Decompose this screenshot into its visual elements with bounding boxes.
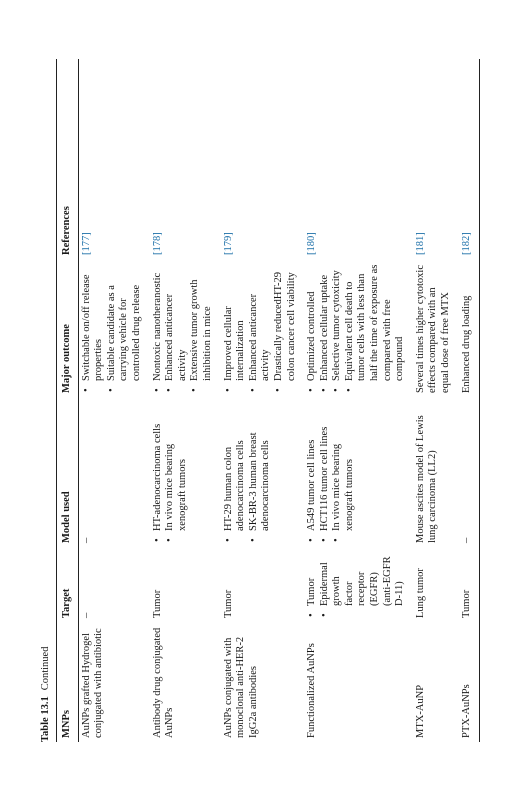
header-outcome: Major outcome [61,324,72,393]
cell-model-list [306,401,356,543]
cell-model [150,397,221,547]
table-caption-text: Continued [40,646,51,691]
bullet-item: • Enhanced anticancer activity [248,263,273,393]
cell-target-list [306,551,407,618]
table-row [221,59,305,742]
cell-model [221,397,305,547]
table-row [150,59,221,742]
cell-model [304,397,413,547]
cell-target: Tumor [222,589,234,618]
cell-mnps: AuNPs conjugated with monoclonal anti-HER-2 IgG2a antibodies [222,636,259,738]
bullet-item: • Selective tumor cytoxicity [331,263,344,393]
cell-mnps: Functionalized AuNPs [306,643,318,738]
bullet-item: • HT-adenocarcinoma cells [152,401,165,543]
cell-outcome-list [223,263,299,393]
cell-outcome-list [152,263,215,393]
bullet-item: • In vivo mice bearing xenograft tumors [164,401,189,543]
cell-model: Mouse ascites model of Lewis lung carcinoma (LL2) [414,415,439,543]
table-row [304,59,413,742]
cell-reference[interactable]: [177] [80,232,92,255]
bullet-item: • HT-29 human colon adenocarcinoma cells [223,401,248,543]
bullet-item: • Enhanced cellular uptake [319,263,332,393]
cell-model-list [223,401,273,543]
bullet-item: • Switchable on/off release properties [81,263,106,393]
cell-outcome [221,259,305,397]
header-model: Model used [61,491,72,543]
bullet-item: • Optimized controlled [306,263,319,393]
cell-reference[interactable]: [180] [306,232,318,255]
cell-target: – [80,612,92,618]
cell-reference[interactable]: [182] [460,232,472,255]
bullet-item: • Equivalent cell death to tumor cells with less than half the time of exposure as compared with free compound [344,263,407,393]
table-row [413,59,459,742]
cell-model-list [152,401,190,543]
cell-mnps: MTX-AuNP [414,684,426,738]
table-caption [40,647,51,742]
bullet-item: • A549 tumor cell lines [306,401,319,543]
cell-mnps: Antibody drug conjugated AuNPs [151,627,176,738]
bullet-item: • Extensive tumor growth inhibition in mice [189,263,214,393]
header-references: References [61,206,72,255]
cell-outcome: Several times higher cytotoxic effects compared with an equal dose of free MTX [414,264,452,393]
cell-model: – [460,537,472,543]
table-row [459,59,480,742]
cell-target: Lung tumor [414,568,426,618]
cell-target [304,547,413,622]
cell-mnps: AuNPs grafted Hydrogel conjugated with antibiotic [80,628,105,738]
cell-outcome [150,259,221,397]
table-row [78,59,149,742]
cell-outcome: Enhanced drug loading [460,295,472,393]
header-row [57,59,79,742]
bullet-item: • HCT116 tumor cell lines [319,401,332,543]
cell-mnps: PTX-AuNPs [460,684,472,738]
data-table [56,59,480,742]
cell-target: Tumor [460,589,472,618]
bullet-item: • Improved cellular internalization [223,263,248,393]
bullet-item: • Drastically reducedHT-29 colon cancer cell viability [273,263,298,393]
bullet-item: • In vivo mice bearing xenograft tumors [331,401,356,543]
cell-model: – [80,537,92,543]
bullet-item: • Enhanced anticancer activity [164,263,189,393]
cell-outcome-list [306,263,407,393]
table-label: Table 13.1 [40,696,51,742]
cell-target: Tumor [151,589,163,618]
header-mnps: MNPs [61,710,72,738]
cell-outcome-list [81,263,144,393]
header-target: Target [61,588,72,618]
bullet-item: • Nontoxic nanotheranostic [152,263,165,393]
bullet-item: • Suitable candidate as a carrying vehicle for controlled drug release [106,263,144,393]
bullet-item: • Epidermal growth factor receptor (EGFR) (anti-EGFR D-11) [319,551,407,618]
bullet-item: • SK-BR-3 human breast adenocarcinoma cells [248,401,273,543]
cell-reference[interactable]: [178] [151,232,163,255]
table-body [78,59,480,742]
cell-outcome [78,259,149,397]
cell-outcome [304,259,413,397]
bullet-item: • Tumor [306,551,319,618]
cell-reference[interactable]: [179] [222,232,234,255]
cell-reference[interactable]: [181] [414,232,426,255]
